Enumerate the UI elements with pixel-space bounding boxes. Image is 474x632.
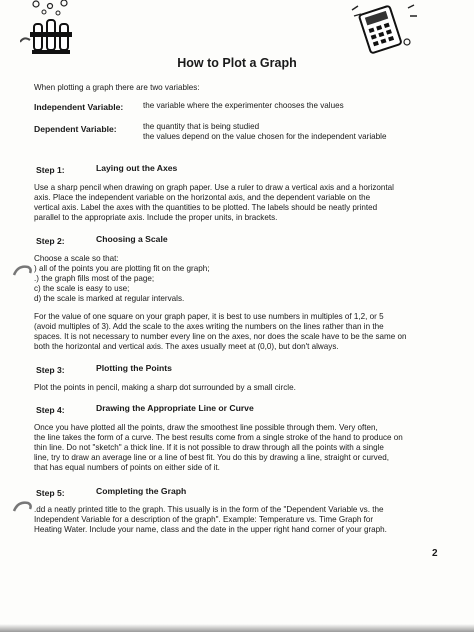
step-2-line-3: spaces. It is not necessary to number every line on the axes, nor does the scale have to be the same on xyxy=(34,332,407,341)
page-number: 2 xyxy=(432,548,438,559)
step-2-number: Step 2: xyxy=(36,236,65,246)
step-3-number: Step 3: xyxy=(36,365,65,375)
step-5-line-1: .dd a neatly printed title to the graph. This usually is in the form of the "Dependent Variable vs. the xyxy=(34,505,384,514)
calculator-icon xyxy=(350,2,420,54)
step-2-line-2: (avoid multiples of 3). Add the scale to the axes writing the numbers on the lines rather than in the xyxy=(34,322,384,331)
step-5-number: Step 5: xyxy=(36,488,65,498)
step-4-line-4: line, try to draw an average line or a line of best fit. You do this by drawing a line, straight or curved, xyxy=(34,453,389,462)
independent-variable-label: Independent Variable: xyxy=(34,102,124,112)
scale-rule-2: .) the graph fills most of the page; xyxy=(34,274,155,283)
intro-text: When plotting a graph there are two variables: xyxy=(34,83,200,92)
step-1-line-4: parallel to the appropriate axis. Include the proper units, in brackets. xyxy=(34,213,278,222)
hole-punch-mark-icon-2 xyxy=(12,499,34,515)
step-4-line-2: the line takes the form of a curve. The best results come from a single stroke of the hand to produce on xyxy=(34,433,403,442)
step-5-line-2: Independent Variable for a description of the graph". Example: Temperature vs. Time Graph for xyxy=(34,515,374,524)
dependent-variable-definition: the quantity that is being studied xyxy=(143,122,260,131)
dependent-variable-label: Dependent Variable: xyxy=(34,124,117,134)
scale-rule-4: d) the scale is marked at regular intervals. xyxy=(34,294,185,303)
scale-rule-3: c) the scale is easy to use; xyxy=(34,284,130,293)
independent-variable-definition: the variable where the experimenter chooses the values xyxy=(143,101,344,110)
step-1-line-1: Use a sharp pencil when drawing on graph paper. Use a ruler to draw a vertical axis and a horizontal xyxy=(34,183,394,192)
hole-punch-mark-icon xyxy=(12,263,34,279)
page-title: How to Plot a Graph xyxy=(177,56,297,70)
step-1-number: Step 1: xyxy=(36,165,65,175)
scale-rule-1: ) all of the points you are plotting fit on the graph; xyxy=(34,264,210,273)
step-2-title: Choosing a Scale xyxy=(96,234,168,244)
step-4-line-3: thin line. Do not "sketch" a thick line. If it is not possible to draw through all the points with a single xyxy=(34,443,384,452)
scan-edge-shadow xyxy=(0,624,474,632)
step-4-number: Step 4: xyxy=(36,405,65,415)
step-2-intro: Choose a scale so that: xyxy=(34,254,119,263)
step-3-line-1: Plot the points in pencil, making a sharp dot surrounded by a small circle. xyxy=(34,383,296,392)
step-3-title: Plotting the Points xyxy=(96,363,172,373)
step-1-title: Laying out the Axes xyxy=(96,163,178,173)
step-2-line-4: both the horizontal and vertical axis. The axes usually meet at (0,0), but don't always. xyxy=(34,342,339,351)
step-4-line-5: that has equal numbers of points on either side of it. xyxy=(34,463,220,472)
lab-glassware-icon xyxy=(20,0,82,58)
step-4-line-1: Once you have plotted all the points, draw the smoothest line possible through them. Very often, xyxy=(34,423,378,432)
step-5-title: Completing the Graph xyxy=(96,486,187,496)
step-2-line-1: For the value of one square on your graph paper, it is best to use numbers in multiples of 1,2, or 5 xyxy=(34,312,384,321)
dependent-variable-definition-2: the values depend on the value chosen for the independent variable xyxy=(143,132,387,141)
step-1-line-2: axis. Place the independent variable on the horizontal axis, and the dependent variable on the xyxy=(34,193,371,202)
step-5-line-3: Heating Water. Include your name, class and the date in the upper right hand corner of your graph. xyxy=(34,525,387,534)
step-4-title: Drawing the Appropriate Line or Curve xyxy=(96,403,254,413)
step-1-line-3: vertical axis. Label the axes with the quantities to be plotted. The labels should be neatly printed xyxy=(34,203,378,212)
